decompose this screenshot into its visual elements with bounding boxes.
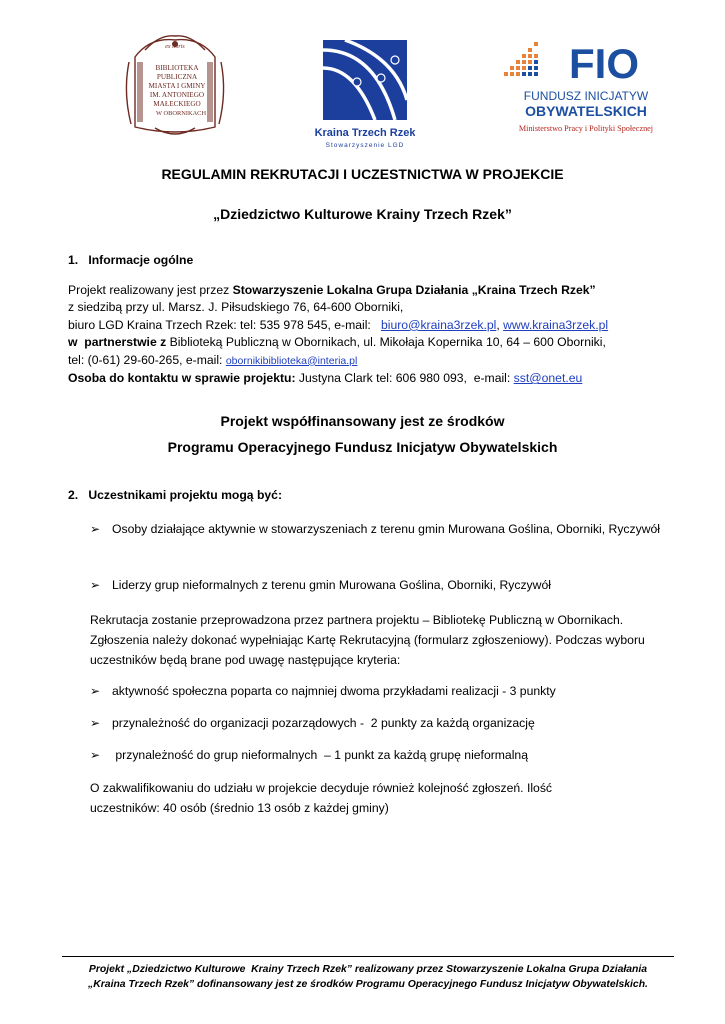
fio-line1: FUNDUSZ INICJATYW: [523, 89, 649, 103]
document-title: REGULAMIN REKRUTACJI I UCZESTNICTWA W PROJEKCIE: [161, 166, 564, 182]
closing-paragraph: O zakwalifikowaniu do udziału w projekcie decyduje również kolejność zgłoszeń. Ilość uczestników: 40 osób (średnio 13 osób z każdej gminy): [90, 781, 553, 815]
info-line-4: [68, 334, 668, 351]
criteria-item: [90, 713, 690, 733]
list-item: [90, 519, 690, 539]
section-1-heading: 1. Informacje ogólne: [68, 253, 194, 267]
recruitment-paragraph: Rekrutacja zostanie przeprowadzona przez partnera projektu – Bibliotekę Publiczną w Obornikach. Zgłoszenia należy dokonać wypełniając Kartę Rekrutacyjną (formularz zgłoszeniowy). Podczas wyboru uczestników będą brane pod uwagę następujące kryteria:: [90, 613, 645, 667]
bib-line: BIBLIOTEKA: [155, 64, 199, 72]
footer-line-2: „Kraina Trzech Rzek” dofinansowany jest ze środków Programu Operacyjnego Fundusz Inicjatyw Obywatelskich.: [88, 979, 648, 990]
arrow-bullet-icon: ➢: [90, 578, 101, 592]
contact-label: Osoba do kontaktu w sprawie projektu:: [68, 371, 299, 386]
section-2-heading: 2. Uczestnikami projektu mogą być:: [68, 488, 283, 502]
info-text: Projekt realizowany jest przez: [68, 283, 233, 297]
financing-line-1: Projekt współfinansowany jest ze środków: [220, 413, 505, 429]
arrow-bullet-icon: ➢: [90, 522, 101, 536]
kraina-name: Kraina Trzech Rzek: [315, 127, 415, 139]
bib-line: IM. ANTONIEGO: [149, 91, 205, 99]
criteria-text: aktywność społeczna poparta co najmniej dwoma przykładami realizacji - 3 punkty: [112, 684, 556, 698]
financing-line-2: Programu Operacyjnego Fundusz Inicjatyw Obywatelskich: [167, 439, 558, 455]
criteria-item: [90, 681, 690, 701]
arrow-bullet-icon: ➢: [90, 716, 101, 730]
list-item: [90, 575, 690, 595]
arrow-bullet-icon: ➢: [90, 684, 101, 698]
criteria-text: przynależność do organizacji pozarządowych - 2 punkty za każdą organizację: [112, 716, 535, 730]
kraina-sub: Stowarzyszenie LGD: [325, 142, 405, 149]
info-line-1: [68, 282, 668, 299]
info-text: tel: (0-61) 29-60-265, e-mail:: [68, 352, 226, 367]
bib-line: MIASTA I GMINY: [148, 82, 206, 90]
header-logos: [0, 28, 725, 148]
info-line-2: z siedzibą przy ul. Marsz. J. Piłsudskiego 76, 64-600 Oborniki,: [68, 300, 404, 315]
partner-info: Biblioteką Publiczną w Obornikach, ul. Mikołaja Kopernika 10, 64 – 600 Oborniki,: [169, 335, 606, 350]
partner-label: w partnerstwie z: [68, 335, 170, 350]
fio-ministry: Ministerstwo Pracy i Polityki Społecznej: [518, 124, 654, 133]
footer-line-1: Projekt „Dziedzictwo Kulturowe Krainy Trzech Rzek” realizowany przez Stowarzyszenie Lokalna Grupa Działania: [88, 964, 648, 975]
criteria-text: przynależność do grup nieformalnych – 1 punkt za każdą grupę nieformalną: [112, 748, 528, 762]
info-line-5: [68, 352, 668, 370]
criteria-item: [90, 745, 690, 765]
fio-line2: OBYWATELSKICH: [525, 103, 647, 119]
footer: [62, 962, 674, 992]
website-link[interactable]: www.kraina3rzek.pl: [503, 317, 609, 332]
arrow-bullet-icon: ➢: [90, 748, 101, 762]
project-name: „Dziedzictwo Kulturowe Krainy Trzech Rzek”: [213, 206, 512, 222]
bib-line: PUBLICZNA: [156, 73, 198, 81]
section-1-body: [68, 282, 668, 387]
library-email-link[interactable]: obornikibiblioteka@interia.pl: [225, 354, 358, 367]
exlibris-text: ex libris: [165, 44, 185, 50]
contact-info: Justyna Clark tel: 606 980 093, e-mail:: [298, 371, 514, 386]
bib-line: W OBORNIKACH: [155, 110, 207, 117]
info-line-6: [68, 370, 668, 387]
kraina-trzech-rzek-logo: [315, 38, 415, 153]
biblioteka-logo: [115, 32, 235, 142]
info-text: biuro LGD Kraina Trzech Rzek: tel: 535 978 545, e-mail:: [68, 317, 381, 332]
contact-email-link[interactable]: sst@onet.eu: [513, 371, 583, 386]
separator: ,: [496, 317, 504, 332]
fio-acronym: FIO: [569, 40, 639, 87]
list-item-text: Liderzy grup nieformalnych z terenu gmin Murowana Goślina, Oborniki, Ryczywół: [112, 578, 551, 592]
email-link[interactable]: biuro@kraina3rzek.pl: [380, 317, 497, 332]
fio-logo: [500, 38, 670, 148]
footer-divider: [62, 956, 674, 957]
bib-line: MAŁECKIEGO: [153, 100, 201, 108]
info-line-3: [68, 317, 668, 334]
list-item-text: Osoby działające aktywnie w stowarzyszeniach z terenu gmin Murowana Goślina, Oborniki, Ryczywół: [112, 522, 660, 536]
organization-name: Stowarzyszenie Lokalna Grupa Działania „Kraina Trzech Rzek”: [232, 283, 596, 297]
